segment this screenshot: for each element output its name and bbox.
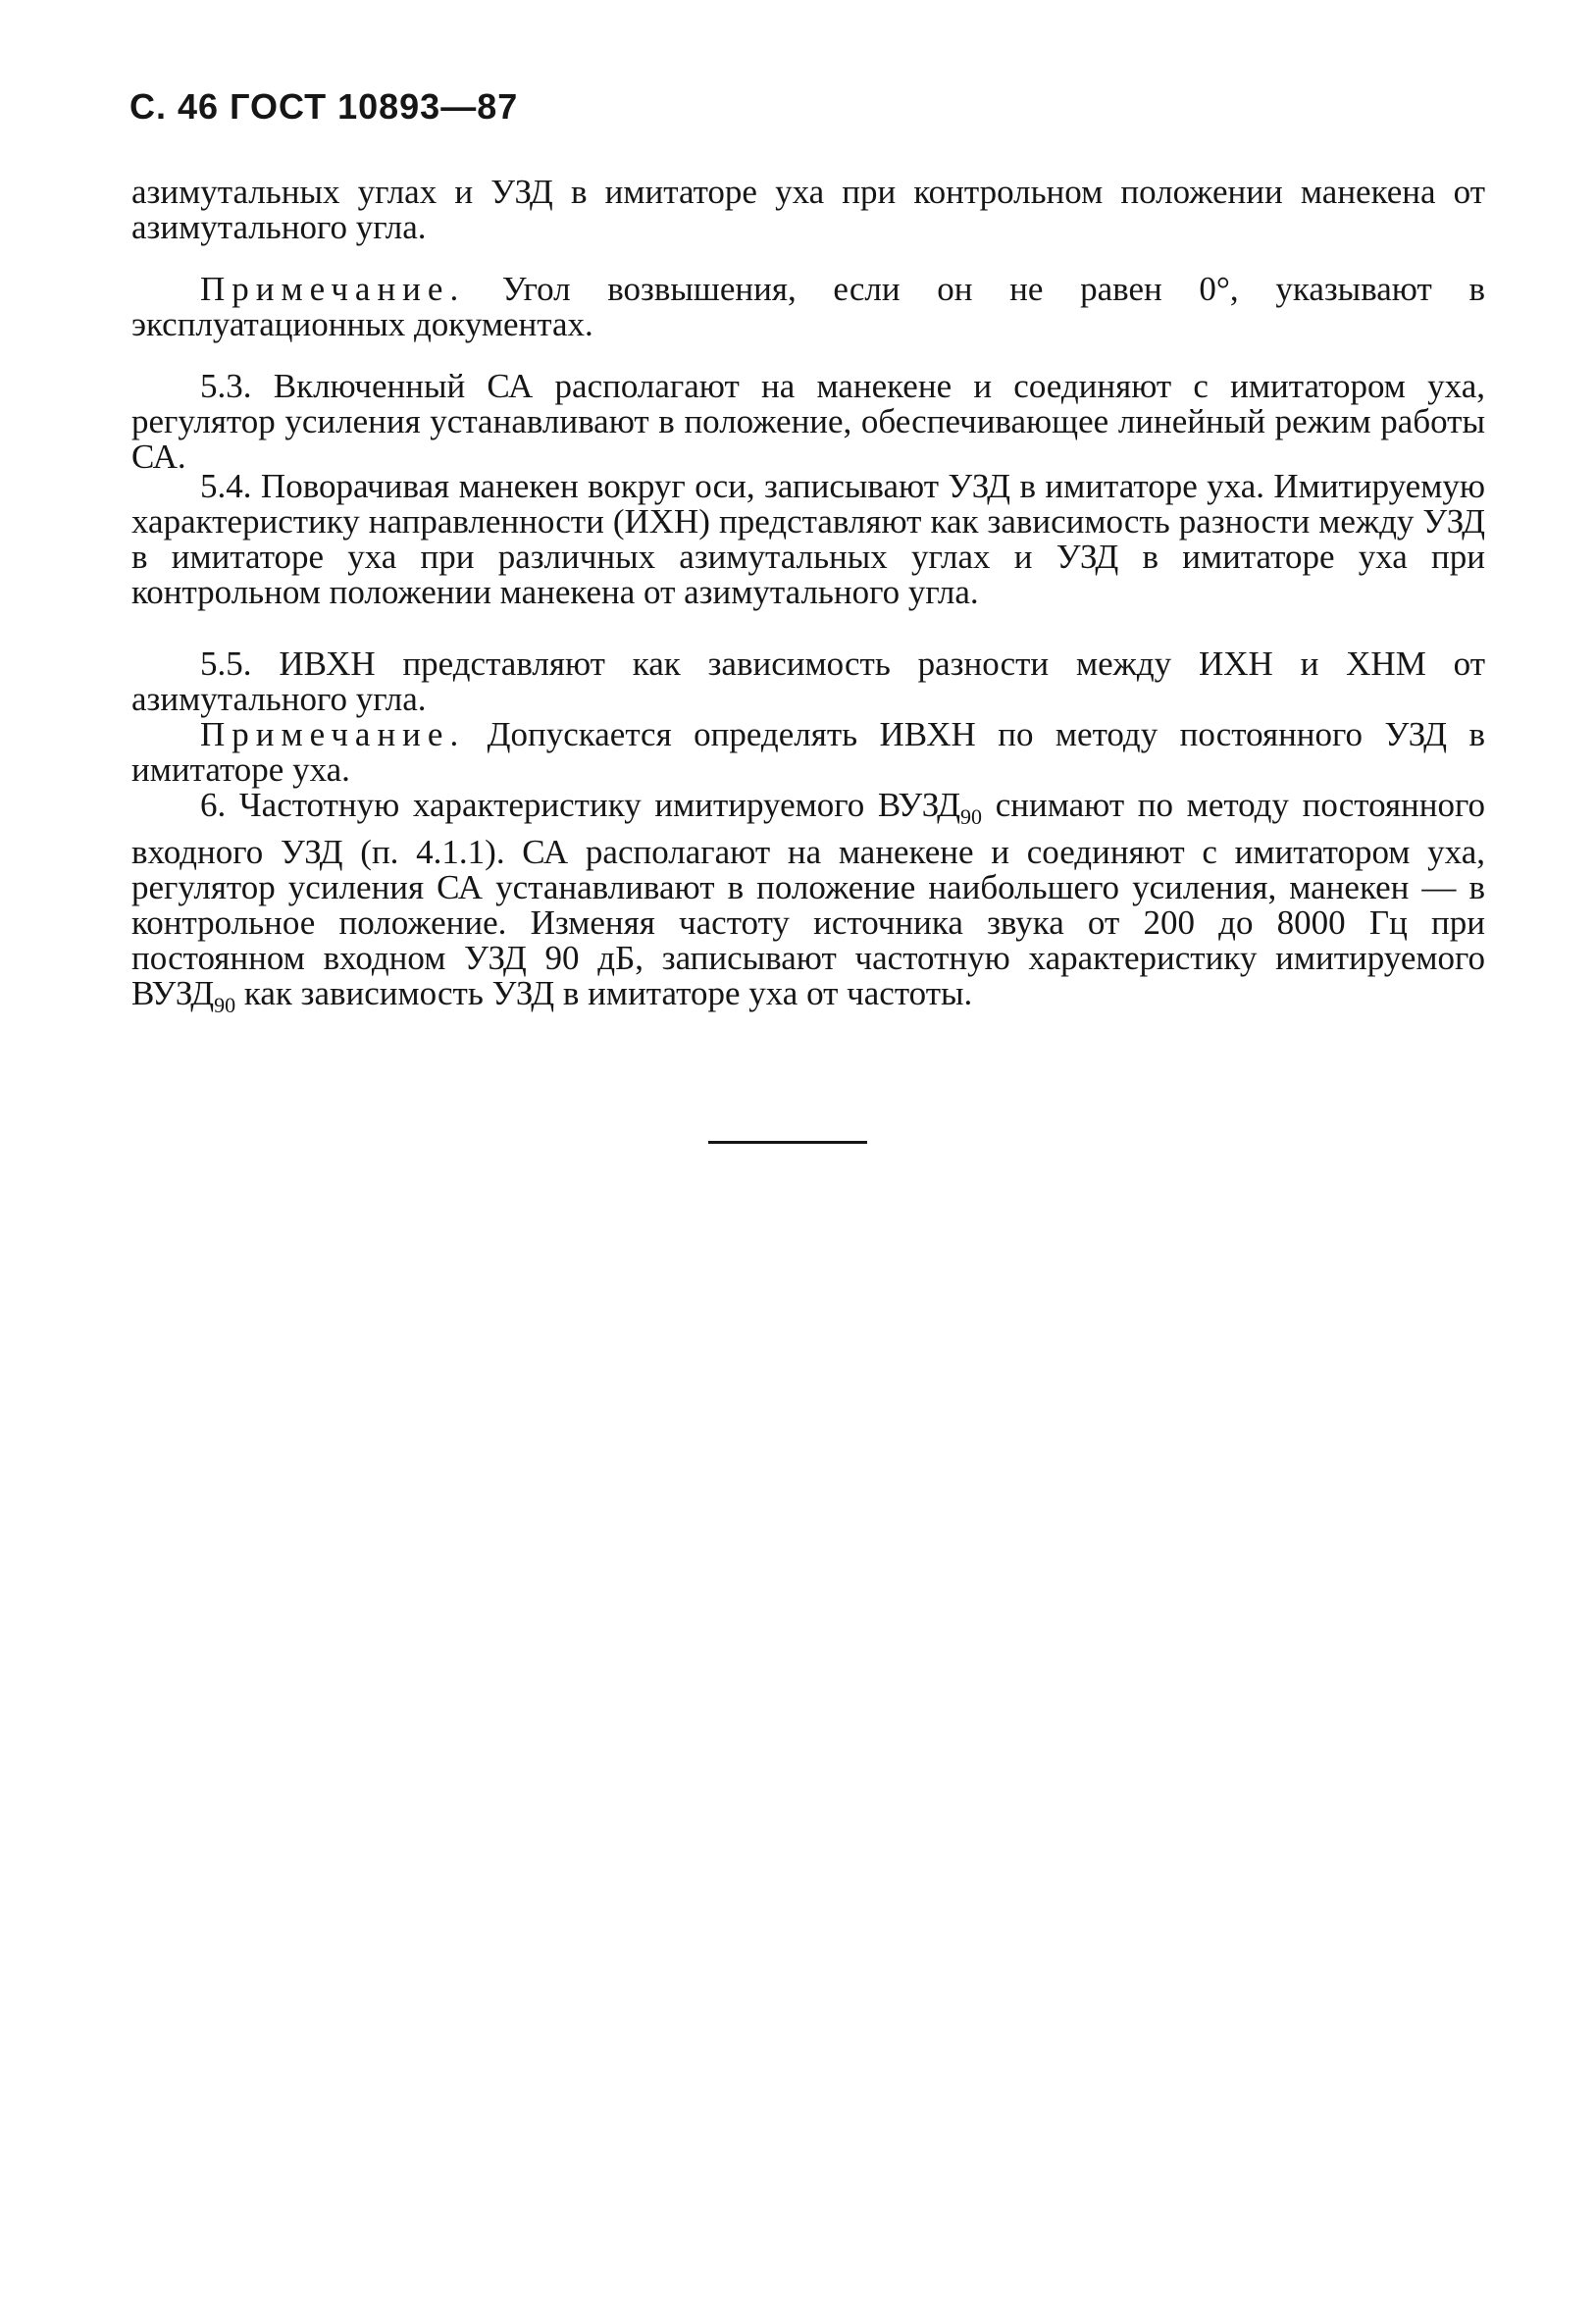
paragraph-5-4: 5.4. Поворачивая манекен вокруг оси, записывают УЗД в имитаторе уха. Имитируемую характеристику направленности (ИХН) представляют как зависимость разности между УЗД в имитаторе уха при различных азимутальных углах и УЗД в имитаторе уха при контрольном положении манекена от азимутального угла.	[131, 467, 1485, 611]
paragraph-continuation: азимутальных углах и УЗД в имитаторе уха при контрольном положении манекена от азимутального угла.	[131, 173, 1485, 246]
note-label: Примечание.	[200, 270, 466, 308]
end-rule	[708, 1141, 867, 1144]
note-text: Угол возвышения, если он не равен 0°, указывают в эксплуатационных документах.	[131, 270, 1485, 343]
subscript-90: 90	[214, 993, 236, 1017]
paragraph-5-5: 5.5. ИВХН представляют как зависимость разности между ИХН и ХНМ от азимутального угла.	[131, 644, 1485, 718]
paragraph-6: 6. Частотную характеристику имитируемого $ВУЗД_{90}$ снимают по методу постоянного входного УЗД (п. 4.1.1). СА располагают на манекене и соединяют с имитатором уха, регулятор усиления СА устанавливают в положение наибольшего усиления, манекен — в контрольное положение. Изменяя частоту источника звука от 200 до 8000 Гц при постоянном входном УЗД 90 дБ, записывают частотную характеристику имитируемого $ВУЗД_{90}$ как зависимость УЗД в имитаторе уха от частоты.	[131, 786, 1485, 1017]
note-text: Допускается определять ИВХН по методу постоянного УЗД в имитаторе уха.	[131, 715, 1485, 789]
note-elevation-angle	[131, 272, 1485, 342]
note-constant-level-method	[131, 717, 1485, 788]
note-label: Примечание.	[200, 715, 466, 753]
page-header	[129, 86, 518, 128]
paragraph-5-3: 5.3. Включенный СА располагают на манекене и соединяют с имитатором уха, регулятор усиления устанавливают в положение, обеспечивающее линейный режим работы СА.	[131, 367, 1485, 476]
page-number: С. 46	[129, 86, 220, 127]
subscript-90: 90	[960, 804, 983, 829]
standard-designation: ГОСТ 10893—87	[230, 86, 519, 127]
